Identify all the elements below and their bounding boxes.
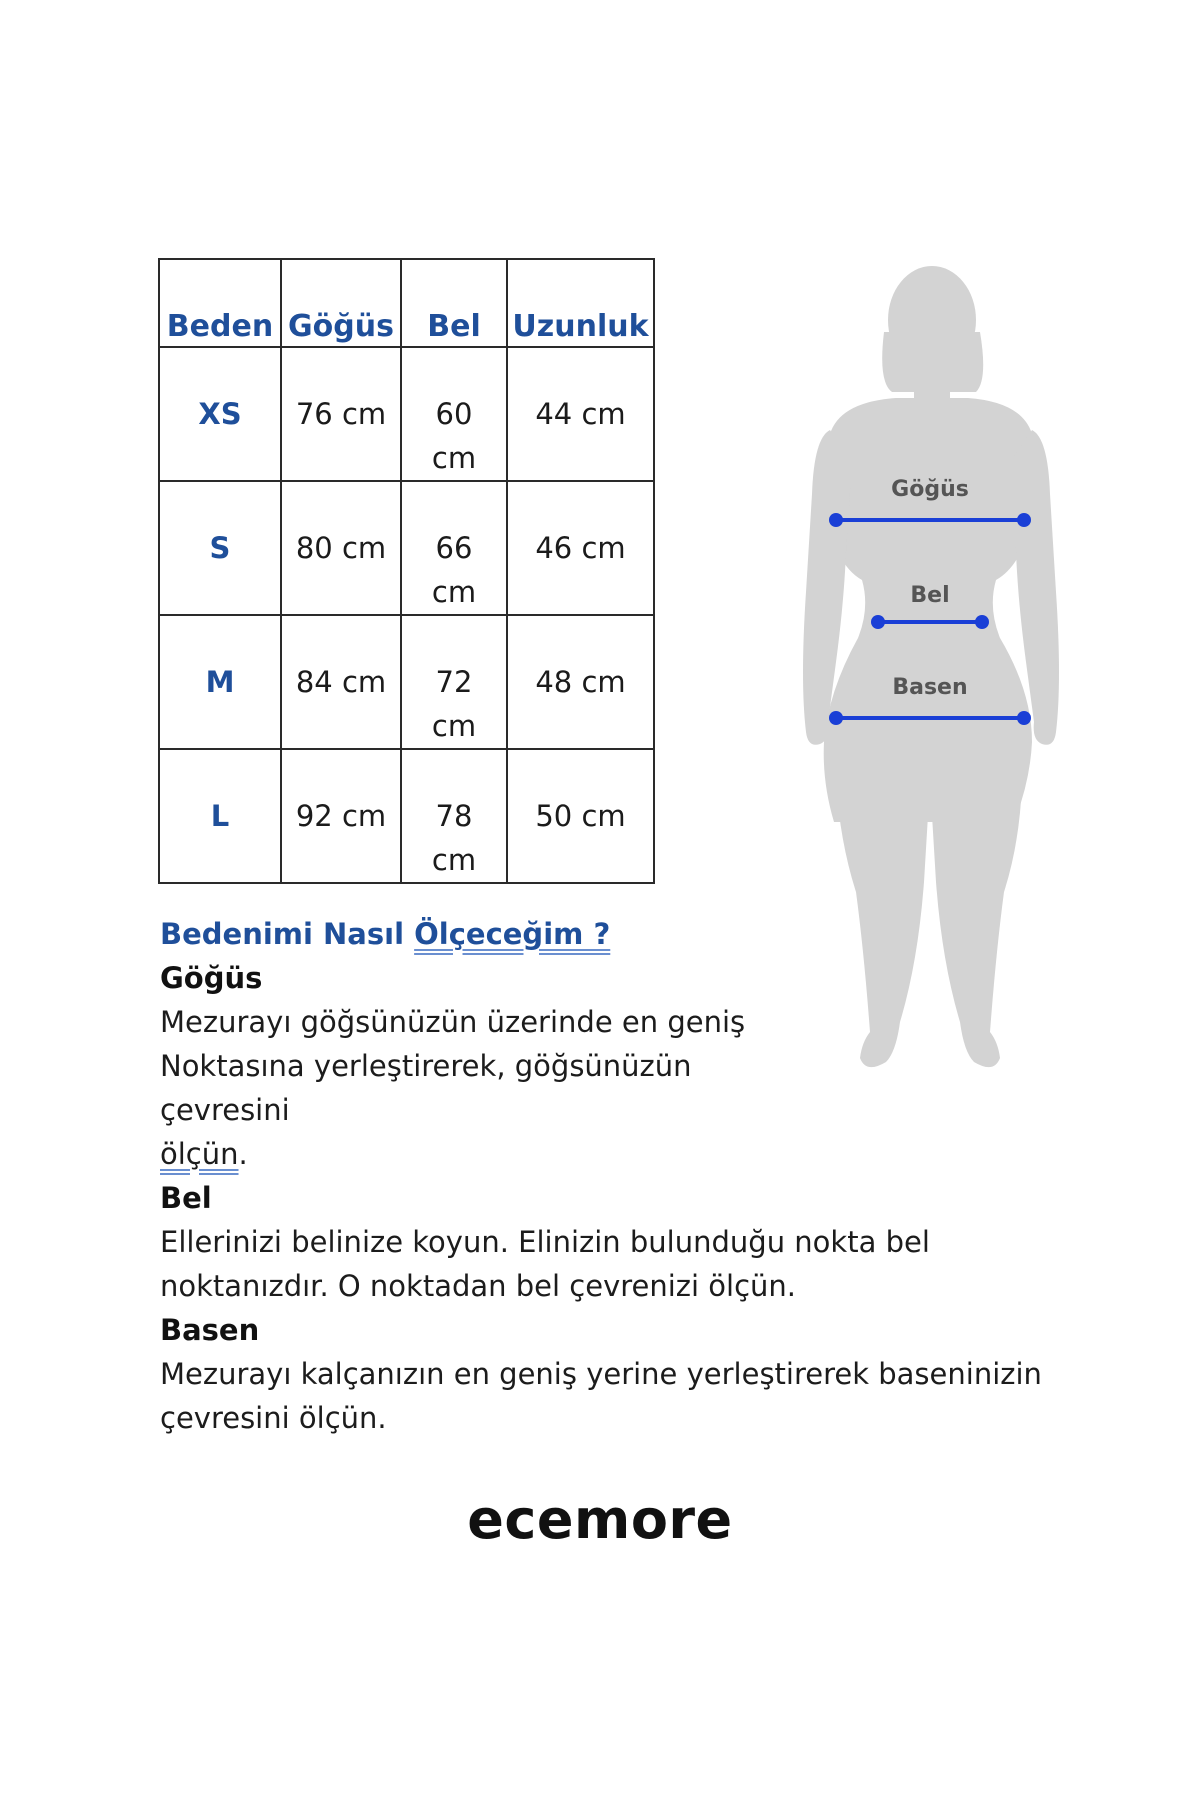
waist-instructions: Ellerinizi belinize koyun. Elinizin bulunduğu nokta bel noktanızdır. O noktadan bel çevrenizi ölçün. (160, 1225, 930, 1303)
table-row (159, 615, 654, 749)
chest-cell: 76 cm (281, 347, 401, 481)
table-row (159, 749, 654, 883)
hip-instructions: Mezurayı kalçanızın en geniş yerine yerleştirerek baseninizin çevresini ölçün. (160, 1357, 1042, 1435)
chest-label: Göğüs (891, 477, 969, 502)
brand-logo: ecemore (467, 1488, 733, 1551)
guide-title-plain: Bedenimi Nasıl (160, 917, 415, 951)
chest-instructions (160, 1000, 1060, 1176)
header-waist: Bel (401, 259, 507, 347)
guide-title (160, 912, 1060, 956)
chest-instructions-underlined: ölçün (160, 1137, 239, 1171)
header-length: Uzunluk (507, 259, 654, 347)
length-cell: 46 cm (507, 481, 654, 615)
size-cell: S (159, 481, 281, 615)
waist-cell: 66 cm (401, 481, 507, 615)
waist-cell: 72 cm (401, 615, 507, 749)
length-cell: 50 cm (507, 749, 654, 883)
guide-title-underlined: Ölçeceğim ? (414, 917, 611, 951)
table-row (159, 481, 654, 615)
chest-instructions-text: Mezurayı göğsünüzün üzerinde en geniş Noktasına yerleştirerek, göğsünüzün çevresini (160, 1005, 746, 1127)
chest-heading: Göğüs (160, 961, 263, 995)
waist-cell: 60 cm (401, 347, 507, 481)
header-chest: Göğüs (281, 259, 401, 347)
chest-cell: 92 cm (281, 749, 401, 883)
chest-instructions-tail: . (238, 1137, 248, 1171)
size-cell: XS (159, 347, 281, 481)
length-cell: 48 cm (507, 615, 654, 749)
measurement-guide (160, 912, 1060, 1440)
hip-heading: Basen (160, 1313, 260, 1347)
size-chart-table (158, 258, 655, 884)
header-size: Beden (159, 259, 281, 347)
table-header-row (159, 259, 654, 347)
chest-cell: 80 cm (281, 481, 401, 615)
waist-label: Bel (910, 583, 950, 608)
hip-label: Basen (892, 675, 968, 700)
length-cell: 44 cm (507, 347, 654, 481)
waist-heading: Bel (160, 1181, 212, 1215)
size-cell: M (159, 615, 281, 749)
waist-cell: 78 cm (401, 749, 507, 883)
table-row (159, 347, 654, 481)
size-cell: L (159, 749, 281, 883)
chest-cell: 84 cm (281, 615, 401, 749)
